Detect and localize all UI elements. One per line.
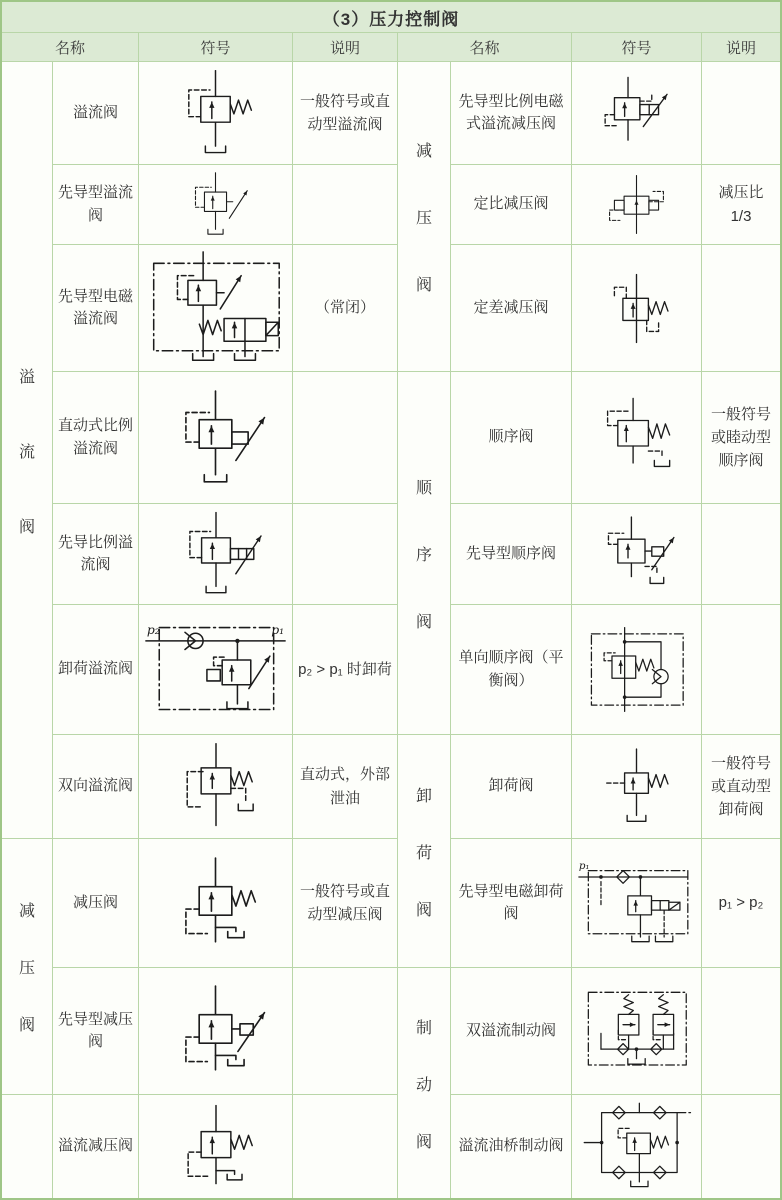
- pilot-relief-schematic: [167, 170, 264, 239]
- category-char: 阀: [415, 277, 432, 294]
- valve-name: 先导型减压阀: [53, 968, 138, 1094]
- valve-name: 先导比例溢流阀: [53, 504, 138, 604]
- category-顺序阀: [398, 372, 450, 734]
- sequence-schematic: [577, 395, 696, 480]
- prop-relief-schematic: [144, 387, 287, 489]
- header-name-left: 名称: [2, 33, 138, 61]
- valve-desc: [702, 62, 780, 164]
- category-char: 制: [415, 1019, 432, 1037]
- category-char: 阀: [18, 1017, 35, 1034]
- prop-relief-symbol: [139, 372, 292, 503]
- unload-relief-symbol: [139, 605, 292, 734]
- unload-relief-schematic: [144, 616, 287, 723]
- category-减压阀: [398, 62, 450, 371]
- svg-text:p₁: p₁: [271, 622, 285, 638]
- check-sequence-schematic: [577, 626, 696, 713]
- fixed-ratio-reducing-schematic: [588, 170, 685, 239]
- valve-desc: 一般符号或直动型卸荷阀: [702, 735, 780, 838]
- valve-name: 顺序阀: [451, 372, 571, 503]
- category-char: 溢: [18, 368, 35, 386]
- unloading-schematic: [577, 744, 696, 829]
- category-char: 顺: [415, 479, 432, 497]
- valve-name: 溢流油桥制动阀: [451, 1095, 571, 1198]
- bridge-brake-schematic: [578, 1100, 696, 1193]
- svg-text:p₁: p₁: [578, 860, 590, 873]
- unloading-symbol: [572, 735, 701, 838]
- valve-desc: [702, 605, 780, 734]
- bridge-brake-symbol: [572, 1095, 701, 1198]
- bi-relief-schematic: [151, 740, 281, 833]
- pilot-em-relief-schematic: [144, 250, 287, 366]
- bi-relief-symbol: [139, 735, 292, 838]
- header-desc-right: 说明: [702, 33, 780, 61]
- valve-desc: p₂ > p₁ 时卸荷: [293, 605, 397, 734]
- relief-symbol: [139, 62, 292, 164]
- check-sequence-symbol: [572, 605, 701, 734]
- pilot-em-unloading-schematic: [577, 858, 696, 948]
- valve-name: 先导型溢流阀: [53, 165, 138, 244]
- valve-desc: 一般符号或直动型减压阀: [293, 839, 397, 967]
- valve-name: 单向顺序阀（平衡阀）: [451, 605, 571, 734]
- valve-name: 先导型顺序阀: [451, 504, 571, 604]
- valve-name: 减压阀: [53, 839, 138, 967]
- valve-desc: p₁ > p₂: [702, 839, 780, 967]
- pilot-em-relief-symbol: [139, 245, 292, 371]
- category-char: 荷: [415, 844, 432, 862]
- category-减压阀: [2, 839, 52, 1094]
- pilot-sequence-schematic: [577, 512, 696, 597]
- valve-desc: 直动式，外部泄油: [293, 735, 397, 838]
- valve-name: 双向溢流阀: [53, 735, 138, 838]
- valve-name: 定比减压阀: [451, 165, 571, 244]
- prop-em-reducing-symbol: [572, 62, 701, 164]
- valve-desc: [293, 372, 397, 503]
- header-symbol-left: 符号: [139, 33, 292, 61]
- valve-desc: [702, 245, 780, 371]
- valve-name: 溢流阀: [53, 62, 138, 164]
- relief-reducing-symbol: [139, 1095, 292, 1198]
- relief-schematic: [151, 67, 280, 159]
- pilot-em-unloading-symbol: [572, 839, 701, 967]
- page-title: （3）压力控制阀: [2, 2, 780, 32]
- valve-desc: [702, 1095, 780, 1198]
- pilot-relief-symbol: [139, 165, 292, 244]
- valve-name: 卸荷溢流阀: [53, 605, 138, 734]
- pilot-reducing-symbol: [139, 968, 292, 1094]
- header-name-right: 名称: [398, 33, 571, 61]
- relief-reducing-schematic: [151, 1100, 281, 1193]
- valve-name: 先导型比例电磁式溢流减压阀: [451, 62, 571, 164]
- fixed-diff-reducing-symbol: [572, 245, 701, 371]
- category-char: 减: [18, 903, 35, 920]
- valve-desc: 一般符号或直动型溢流阀: [293, 62, 397, 164]
- category-char: 阀: [415, 613, 432, 631]
- pilot-prop-relief-schematic: [153, 509, 279, 599]
- category-char: 动: [415, 1076, 432, 1094]
- valve-desc: 一般符号或睦动型顺序阀: [702, 372, 780, 503]
- reducing-schematic: [144, 852, 287, 954]
- category-char: 阀: [18, 518, 35, 536]
- valve-desc: [293, 1095, 397, 1198]
- category-溢流阀: [2, 62, 52, 838]
- valve-name: 直动式比例溢流阀: [53, 372, 138, 503]
- category-char: 阀: [415, 901, 432, 919]
- header-desc-left: 说明: [293, 33, 397, 61]
- valve-desc: [702, 968, 780, 1094]
- valve-name: 定差减压阀: [451, 245, 571, 371]
- fixed-ratio-reducing-symbol: [572, 165, 701, 244]
- valve-name: 溢流减压阀: [53, 1095, 138, 1198]
- category-char: 卸: [415, 787, 432, 805]
- reducing-symbol: [139, 839, 292, 967]
- prop-em-reducing-schematic: [577, 74, 696, 152]
- pilot-reducing-schematic: [144, 980, 287, 1082]
- valve-desc: [293, 165, 397, 244]
- pilot-sequence-symbol: [572, 504, 701, 604]
- category-empty: [2, 1095, 52, 1198]
- category-char: 阀: [415, 1133, 432, 1151]
- svg-text:p₂: p₂: [146, 622, 160, 638]
- fixed-diff-reducing-schematic: [577, 266, 696, 351]
- category-char: 压: [18, 960, 35, 977]
- sequence-symbol: [572, 372, 701, 503]
- category-卸荷阀: [398, 735, 450, 967]
- valve-desc: [702, 504, 780, 604]
- category-制动阀: [398, 968, 450, 1198]
- pilot-prop-relief-symbol: [139, 504, 292, 604]
- header-symbol-right: 符号: [572, 33, 701, 61]
- valve-desc: 减压比 1/3: [702, 165, 780, 244]
- valve-desc: [293, 968, 397, 1094]
- valve-name: 卸荷阀: [451, 735, 571, 838]
- valve-name: 先导型电磁溢流阀: [53, 245, 138, 371]
- valve-desc: [293, 504, 397, 604]
- dual-relief-brake-symbol: [572, 968, 701, 1094]
- valve-name: 先导型电磁卸荷阀: [451, 839, 571, 967]
- category-char: 减: [415, 143, 432, 160]
- dual-relief-brake-schematic: [577, 986, 696, 1076]
- category-char: 压: [415, 210, 432, 227]
- valve-desc: （常闭）: [293, 245, 397, 371]
- category-char: 序: [415, 546, 432, 564]
- category-char: 流: [18, 443, 35, 461]
- valve-name: 双溢流制动阀: [451, 968, 571, 1094]
